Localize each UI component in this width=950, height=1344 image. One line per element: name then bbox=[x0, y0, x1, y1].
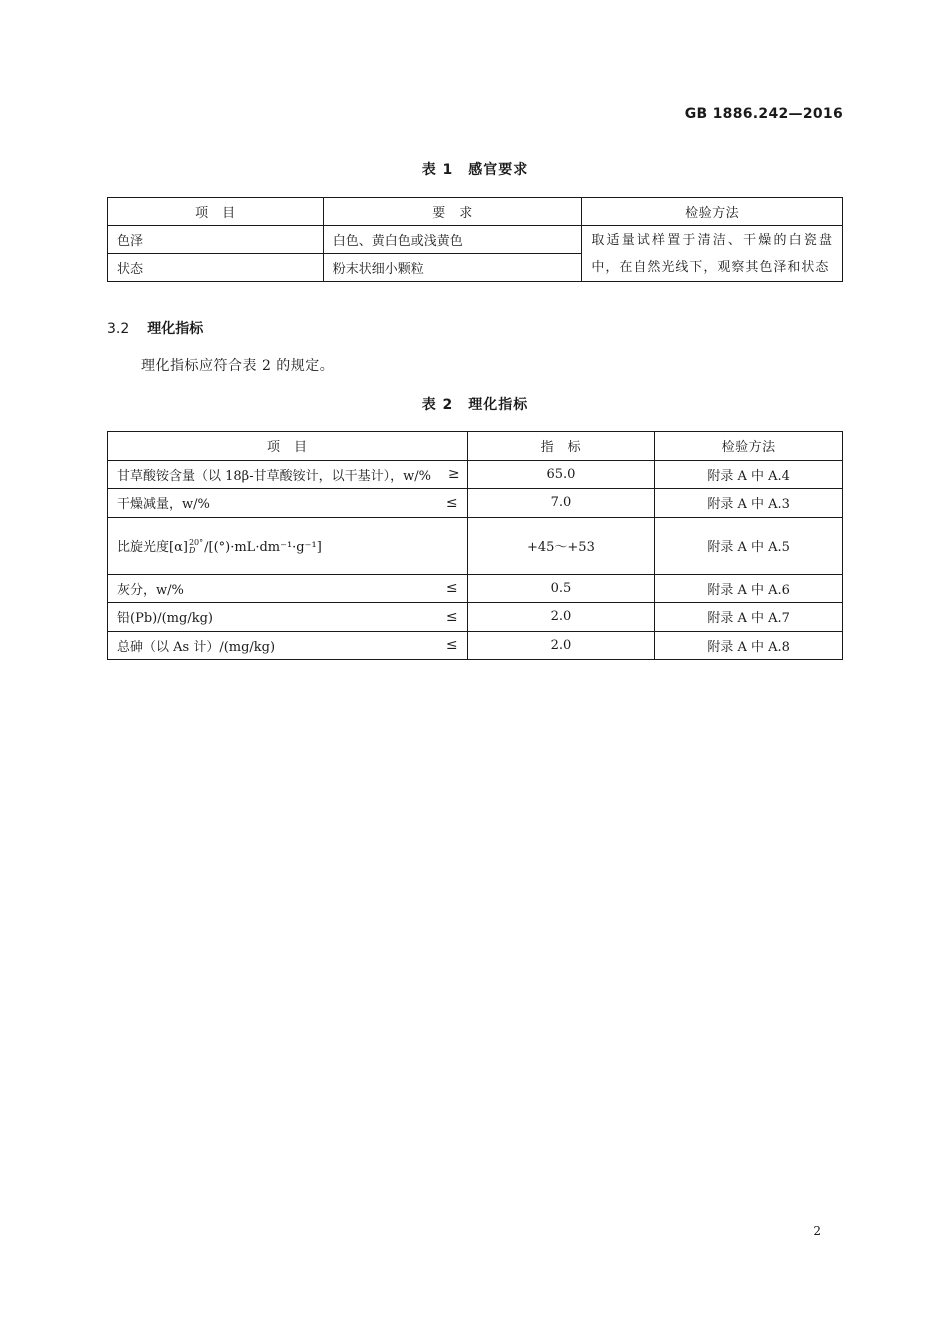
section-title: 理化指标 bbox=[147, 321, 204, 337]
comparison-operator: ≤ bbox=[445, 580, 458, 597]
table2-caption: 表 2 理化指标 bbox=[421, 397, 529, 413]
comparison-operator: ≤ bbox=[445, 637, 458, 654]
table-row bbox=[108, 631, 843, 660]
table-row bbox=[108, 517, 843, 574]
row-value: 7.0 bbox=[467, 489, 655, 518]
row-value: 65.0 bbox=[467, 460, 655, 489]
row-method: 附录 A 中 A.5 bbox=[655, 517, 843, 574]
standard-number: GB 1886.242—2016 bbox=[684, 106, 843, 122]
table-row bbox=[108, 603, 843, 632]
sensory-requirements-table bbox=[107, 197, 843, 282]
section-paragraph: 理化指标应符合表 2 的规定。 bbox=[141, 358, 335, 374]
row-item-label: 甘草酸铵含量（以 18β-甘草酸铵计，以干基计），w/% bbox=[117, 468, 431, 484]
row-item-superscript: 20° bbox=[188, 538, 204, 548]
row-method: 附录 A 中 A.7 bbox=[655, 603, 843, 632]
row-method: 附录 A 中 A.4 bbox=[655, 460, 843, 489]
section-number: 3.2 bbox=[107, 321, 130, 337]
comparison-operator: ≤ bbox=[445, 608, 458, 625]
row-method: 附录 A 中 A.6 bbox=[655, 574, 843, 603]
row-item: 状态 bbox=[108, 254, 324, 282]
row-method: 附录 A 中 A.3 bbox=[655, 489, 843, 518]
table1-caption: 表 1 感官要求 bbox=[421, 162, 529, 178]
header-requirement: 要 求 bbox=[323, 198, 582, 226]
table-header-row bbox=[108, 198, 843, 226]
row-item: 色泽 bbox=[108, 226, 324, 254]
row-method: 附录 A 中 A.8 bbox=[655, 631, 843, 660]
table-row bbox=[108, 460, 843, 489]
comparison-operator: ≥ bbox=[447, 466, 460, 483]
section-heading bbox=[107, 318, 203, 338]
table-header-row bbox=[108, 432, 843, 461]
physicochemical-table bbox=[107, 431, 843, 660]
header-method: 检验方法 bbox=[655, 432, 843, 461]
row-item bbox=[108, 460, 468, 489]
comparison-operator: ≤ bbox=[445, 494, 458, 511]
table-row bbox=[108, 574, 843, 603]
row-item-label: 铅(Pb)/(mg/kg) bbox=[117, 611, 213, 627]
row-item-label: 干燥减量，w/% bbox=[117, 497, 210, 513]
row-method: 取适量试样置于清洁、干燥的白瓷盘中，在自然光线下，观察其色泽和状态 bbox=[582, 226, 843, 282]
row-value: 0.5 bbox=[467, 574, 655, 603]
row-item-label: 总砷（以 As 计）/(mg/kg) bbox=[117, 639, 276, 655]
row-item-suffix: /[(°)·mL·dm⁻¹·g⁻¹] bbox=[204, 539, 322, 555]
row-requirement: 白色、黄白色或浅黄色 bbox=[323, 226, 582, 254]
row-value: +45～+53 bbox=[467, 517, 655, 574]
row-value: 2.0 bbox=[467, 603, 655, 632]
row-requirement: 粉末状细小颗粒 bbox=[323, 254, 582, 282]
row-item-subscript: D bbox=[188, 546, 196, 556]
row-value: 2.0 bbox=[467, 631, 655, 660]
row-item bbox=[108, 631, 468, 660]
row-item bbox=[108, 603, 468, 632]
header-index: 指 标 bbox=[467, 432, 655, 461]
page-number: 2 bbox=[813, 1224, 821, 1238]
header-method: 检验方法 bbox=[582, 198, 843, 226]
row-item bbox=[108, 489, 468, 518]
header-item: 项 目 bbox=[108, 198, 324, 226]
row-item bbox=[108, 517, 468, 574]
row-item bbox=[108, 574, 468, 603]
row-item-prefix: 比旋光度[α] bbox=[117, 539, 188, 555]
table-row bbox=[108, 226, 843, 254]
row-item-label: 灰分，w/% bbox=[117, 582, 184, 598]
header-item: 项 目 bbox=[108, 432, 468, 461]
table-row bbox=[108, 489, 843, 518]
